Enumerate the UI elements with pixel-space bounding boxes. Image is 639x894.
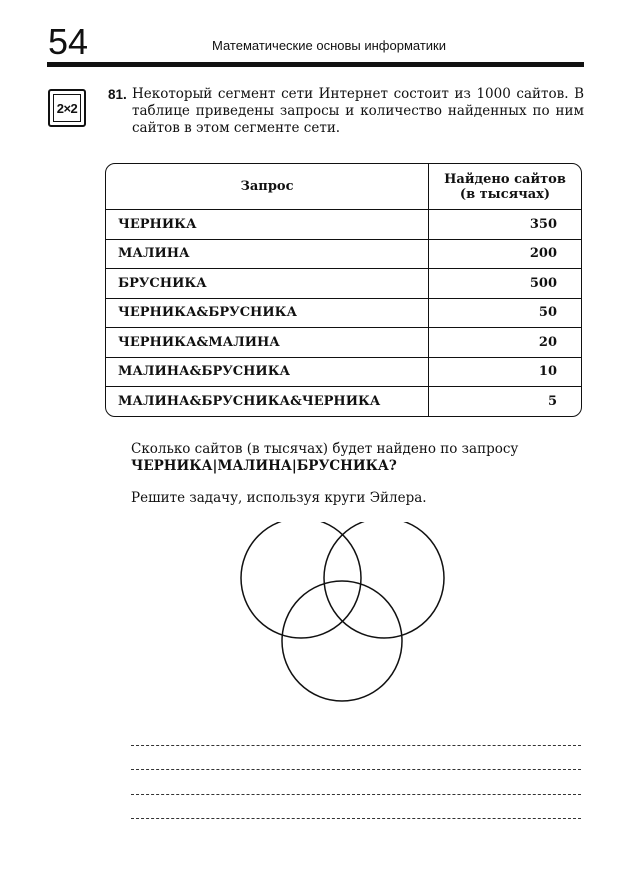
answer-line[interactable] (131, 794, 581, 795)
calculator-badge-icon (48, 89, 86, 127)
table-row (106, 299, 581, 329)
header-found (429, 164, 581, 210)
table-row (106, 210, 581, 240)
table-header-row (106, 164, 581, 210)
euler-circle-bottom (282, 581, 402, 701)
cell-query: ЧЕРНИКА&МАЛИНА (106, 328, 429, 358)
header-found-line2: (в тысячах) (459, 186, 551, 202)
question-query: ЧЕРНИКА|МАЛИНА|БРУСНИКА? (131, 458, 397, 474)
running-title: Математические основы информатики (212, 38, 446, 53)
table-row (106, 240, 581, 270)
task-text: Некоторый сегмент сети Интернет состоит из 1000 сайтов. В таблице приведены запросы и количество найденных по ним сайтов в этом сегменте сети. (132, 86, 584, 136)
table-row (106, 387, 581, 416)
cell-query: МАЛИНА&БРУСНИКА&ЧЕРНИКА (106, 387, 429, 416)
task-block (108, 86, 584, 137)
cell-count: 20 (429, 328, 581, 358)
question (131, 441, 581, 475)
instruction: Решите задачу, используя круги Эйлера. (131, 490, 427, 506)
cell-count: 200 (429, 240, 581, 270)
table-row (106, 269, 581, 299)
euler-circle-left (241, 522, 361, 638)
cell-query: ЧЕРНИКА (106, 210, 429, 240)
header-query: Запрос (106, 164, 429, 210)
cell-query: МАЛИНА&БРУСНИКА (106, 358, 429, 388)
header-rule (47, 62, 584, 67)
task-number: 81. (108, 87, 127, 102)
query-table (105, 163, 582, 417)
answer-line[interactable] (131, 769, 581, 770)
euler-diagram (225, 522, 455, 707)
table-row (106, 328, 581, 358)
page-number: 54 (48, 21, 89, 62)
cell-query: ЧЕРНИКА&БРУСНИКА (106, 299, 429, 329)
cell-count: 5 (547, 393, 557, 409)
answer-line[interactable] (131, 745, 581, 746)
cell-count: 350 (429, 210, 581, 240)
cell-count: 50 (429, 299, 581, 329)
cell-count: 500 (429, 269, 581, 299)
cell-query: БРУСНИКА (106, 269, 429, 299)
answer-line[interactable] (131, 818, 581, 819)
header-found-line1: Найдено сайтов (444, 171, 566, 187)
cell-query: МАЛИНА (106, 240, 429, 270)
badge-label: 2×2 (53, 94, 81, 122)
question-line1: Сколько сайтов (в тысячах) будет найдено по запросу (131, 441, 519, 457)
cell-count: 10 (429, 358, 581, 388)
euler-circle-right (324, 522, 444, 638)
table-row (106, 358, 581, 388)
